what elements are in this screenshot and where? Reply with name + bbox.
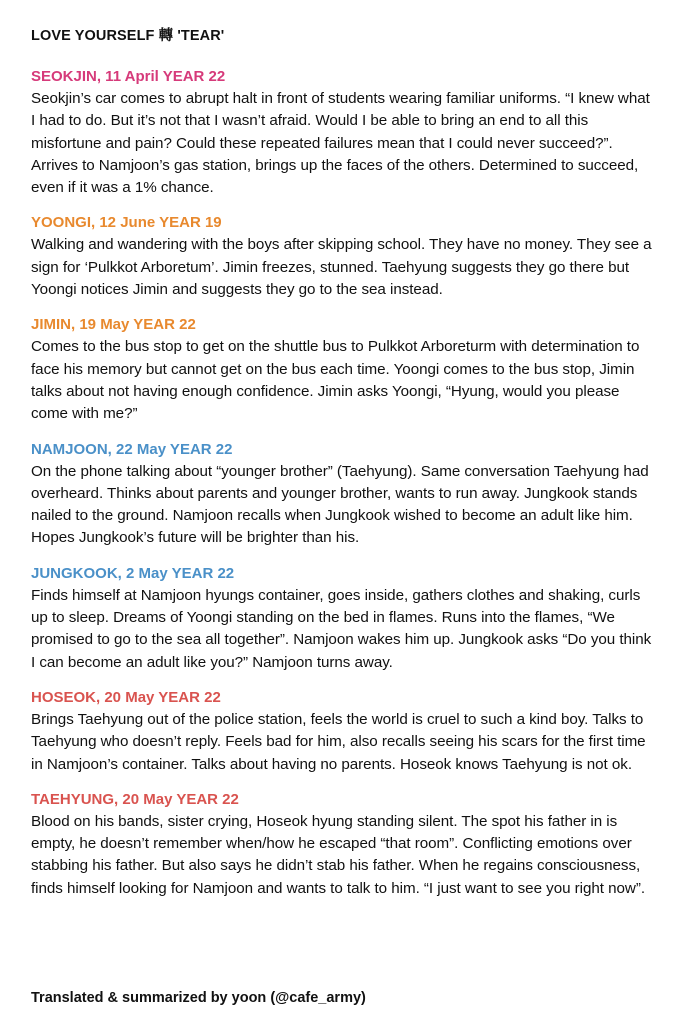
document-title: LOVE YOURSELF 轉 'TEAR' xyxy=(31,28,225,44)
entry-hoseok xyxy=(31,687,654,776)
entry-jungkook xyxy=(31,563,654,674)
entry-jimin xyxy=(31,314,654,425)
entry-heading: HOSEOK, 20 May YEAR 22 xyxy=(31,688,221,706)
entry-heading: TAEHYUNG, 20 May YEAR 22 xyxy=(31,790,239,808)
entry-heading: NAMJOON, 22 May YEAR 22 xyxy=(31,440,233,458)
entry-heading: JUNGKOOK, 2 May YEAR 22 xyxy=(31,564,235,582)
entry-namjoon xyxy=(31,439,654,550)
entry-body: On the phone talking about “younger brother” (Taehyung). Same conversation Taehyung had overheard. Thinks about parents and younger brother, wants to run away. Jungkook stands nailed to the ground. Namjoon recalls when Jungkook wished to become an adult like him. Hopes Jungkook’s future will be brighter than his. xyxy=(31,462,649,547)
translator-credit: Translated & summarized by yoon (@cafe_army) xyxy=(31,990,366,1006)
entry-body: Finds himself at Namjoon hyungs container, goes inside, gathers clothes and shaking, curls up to sleep. Dreams of Yoongi standing on the bed in flames. Runs into the flames, “We promised to go to the sea all together”. Namjoon wakes him up. Jungkook asks “Do you think I can become an adult like you?” Namjoon turns away. xyxy=(31,586,652,671)
entry-body: Walking and wandering with the boys after skipping school. They have no money. They see a sign for ‘Pulkkot Arboretum’. Jimin freezes, stunned. Taehyung suggests they go there but Yoongi notices Jimin and suggests they go to the sea instead. xyxy=(31,236,652,299)
entry-taehyung xyxy=(31,789,654,900)
entry-body: Comes to the bus stop to get on the shuttle bus to Pulkkot Arboreturm with determination to face his memory but cannot get on the bus each time. Yoongi comes to the bus stop, Jimin talks about not having enough confidence. Jimin asks Yoongi, “Hyung, would you please come with me?” xyxy=(31,338,640,423)
entry-body: Seokjin’s car comes to abrupt halt in front of students wearing familiar uniforms. “I knew what I had to do. But it’s not that I wasn’t afraid. Would I be able to bring an end to all this misfortune and pain? Could these repeated failures mean that I could never succeed?”. Arrives to Namjoon’s gas station, brings up the faces of the others. Determined to succeed, even if it was a 1% chance. xyxy=(31,90,650,197)
entry-heading: JIMIN, 19 May YEAR 22 xyxy=(31,316,196,334)
entry-yoongi xyxy=(31,212,654,301)
entry-seokjin xyxy=(31,66,654,199)
entry-heading: SEOKJIN, 11 April YEAR 22 xyxy=(31,68,226,85)
entry-body: Brings Taehyung out of the police station, feels the world is cruel to such a kind boy. Talks to Taehyung who doesn’t reply. Feels bad for him, also recalls seeing his scars for the first time in Namjoon’s container. Talks about having no parents. Hoseok knows Taehyung is not ok. xyxy=(31,710,646,773)
entry-body: Blood on his bands, sister crying, Hoseok hyung standing silent. The spot his father in is empty, he doesn’t remember when/how he escaped “that room”. Conflicting emotions over stabbing his father. But also says he didn’t stab his father. When he regains consciousness, finds himself looking for Namjoon and wants to talk to him. “I just want to see you right now”. xyxy=(31,812,646,897)
entry-heading: YOONGI, 12 June YEAR 19 xyxy=(31,214,222,232)
